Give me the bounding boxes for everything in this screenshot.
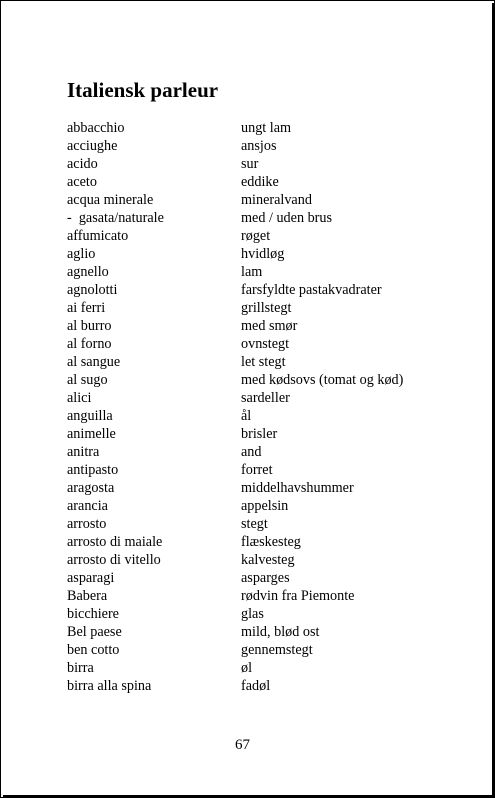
glossary-row <box>67 317 447 335</box>
glossary-row <box>67 479 447 497</box>
danish-translation: hvidløg <box>241 246 285 262</box>
danish-translation: asparges <box>241 570 290 586</box>
glossary-row <box>67 551 447 569</box>
italian-term: aragosta <box>67 480 115 496</box>
italian-term: aceto <box>67 174 97 190</box>
danish-translation: appelsin <box>241 498 289 514</box>
danish-translation: ovnstegt <box>241 336 290 352</box>
italian-term: ai ferri <box>67 300 106 316</box>
glossary-row <box>67 605 447 623</box>
italian-term: ben cotto <box>67 642 120 658</box>
glossary-row <box>67 353 447 371</box>
danish-translation: brisler <box>241 426 278 442</box>
glossary-row <box>67 245 447 263</box>
glossary-row <box>67 533 447 551</box>
danish-translation: med kødsovs (tomat og kød) <box>241 372 404 388</box>
glossary-row <box>67 443 447 461</box>
glossary-list <box>67 119 447 695</box>
danish-translation: ansjos <box>241 138 277 154</box>
glossary-row <box>67 299 447 317</box>
italian-term: aglio <box>67 246 96 262</box>
italian-term: abbacchio <box>67 120 125 136</box>
danish-translation: stegt <box>241 516 268 532</box>
glossary-row <box>67 659 447 677</box>
italian-term: asparagi <box>67 570 115 586</box>
italian-term: arrosto di vitello <box>67 552 161 568</box>
italian-term: Babera <box>67 588 108 604</box>
page-title: Italiensk parleur <box>67 78 219 102</box>
danish-translation: sardeller <box>241 390 290 406</box>
italian-term: arrosto <box>67 516 107 532</box>
glossary-row <box>67 191 447 209</box>
danish-translation: med / uden brus <box>241 210 333 226</box>
danish-translation: øl <box>241 660 253 676</box>
glossary-row <box>67 263 447 281</box>
glossary-row <box>67 371 447 389</box>
italian-term: anguilla <box>67 408 113 424</box>
danish-translation: middelhavshummer <box>241 480 354 496</box>
danish-translation: let stegt <box>241 354 286 370</box>
italian-term: al burro <box>67 318 112 334</box>
italian-term: bicchiere <box>67 606 119 622</box>
danish-translation: mild, blød ost <box>241 624 320 640</box>
glossary-row <box>67 497 447 515</box>
glossary-row <box>67 677 447 695</box>
italian-term: - gasata/naturale <box>67 210 164 226</box>
glossary-row <box>67 227 447 245</box>
italian-term: agnello <box>67 264 109 280</box>
danish-translation: grillstegt <box>241 300 292 316</box>
glossary-row <box>67 389 447 407</box>
danish-translation: ungt lam <box>241 120 292 136</box>
italian-term: affumicato <box>67 228 129 244</box>
italian-term: birra <box>67 660 94 676</box>
danish-translation: lam <box>241 264 263 280</box>
italian-term: animelle <box>67 426 116 442</box>
danish-translation: flæskesteg <box>241 534 301 550</box>
italian-term: al sugo <box>67 372 108 388</box>
danish-translation: glas <box>241 606 264 622</box>
italian-term: arrosto di maiale <box>67 534 163 550</box>
danish-translation: kalvesteg <box>241 552 295 568</box>
italian-term: arancia <box>67 498 108 514</box>
glossary-row <box>67 335 447 353</box>
danish-translation: farsfyldte pastakvadrater <box>241 282 382 298</box>
italian-term: birra alla spina <box>67 678 152 694</box>
glossary-row <box>67 173 447 191</box>
italian-term: al sangue <box>67 354 121 370</box>
glossary-row <box>67 155 447 173</box>
glossary-row <box>67 407 447 425</box>
glossary-row <box>67 515 447 533</box>
danish-translation: med smør <box>241 318 298 334</box>
glossary-row <box>67 425 447 443</box>
italian-term: acido <box>67 156 98 172</box>
glossary-row <box>67 641 447 659</box>
italian-term: Bel paese <box>67 624 122 640</box>
glossary-row <box>67 587 447 605</box>
page-number: 67 <box>235 737 250 753</box>
danish-translation: røget <box>241 228 271 244</box>
danish-translation: mineralvand <box>241 192 312 208</box>
danish-translation: sur <box>241 156 259 172</box>
glossary-row <box>67 137 447 155</box>
danish-translation: rødvin fra Piemonte <box>241 588 355 604</box>
italian-term: acqua minerale <box>67 192 154 208</box>
italian-term: anitra <box>67 444 100 460</box>
italian-term: agnolotti <box>67 282 118 298</box>
italian-term: alici <box>67 390 92 406</box>
glossary-row <box>67 623 447 641</box>
glossary-row <box>67 119 447 137</box>
italian-term: antipasto <box>67 462 119 478</box>
italian-term: acciughe <box>67 138 118 154</box>
danish-translation: and <box>241 444 262 460</box>
danish-translation: fadøl <box>241 678 271 694</box>
glossary-row <box>67 569 447 587</box>
glossary-row <box>67 281 447 299</box>
danish-translation: forret <box>241 462 273 478</box>
glossary-row <box>67 461 447 479</box>
italian-term: al forno <box>67 336 112 352</box>
danish-translation: eddike <box>241 174 279 190</box>
danish-translation: gennemstegt <box>241 642 313 658</box>
danish-translation: ål <box>241 408 252 424</box>
glossary-row <box>67 209 447 227</box>
